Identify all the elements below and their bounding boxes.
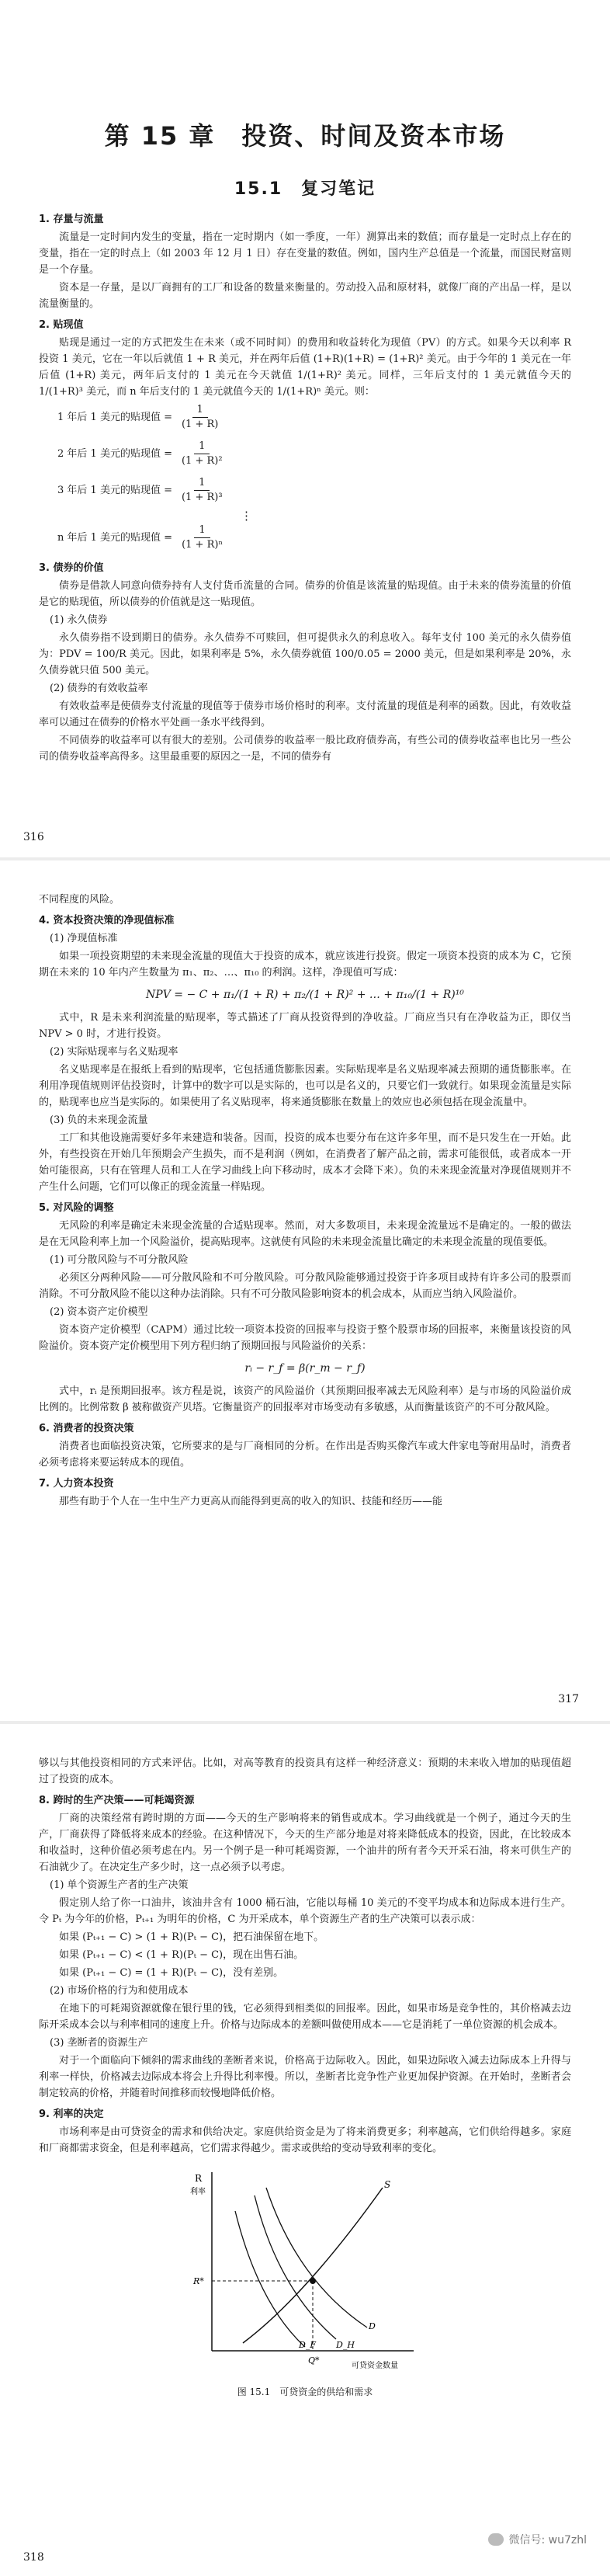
heading-consumer-investment: 6. 消费者的投资决策	[39, 1423, 134, 1434]
page2-body	[39, 892, 571, 1511]
section-title: 15.1 复习笔记	[234, 179, 376, 199]
y-axis-label: R	[195, 2173, 203, 2184]
subheading: (3) 负的未来现金流量	[50, 1114, 148, 1126]
watermark	[488, 2532, 587, 2547]
paragraph: 流量是一定时间内发生的变量，指在一定时期内（如一季度，一年）测算出来的数值；而存量是一定时点上存在的变量，指在一定的时点上（如 2003 年 12 月 1 日）存在变量的数值。例如，国内生产总值是一个流量，而国民财富则是一个存量。	[39, 231, 571, 276]
demand-label: D	[369, 2321, 376, 2331]
decision-rule: 如果 (Pₜ₊₁ − C) = (1 + R)(Pₜ − C)，没有差别。	[59, 1967, 284, 1979]
chapter-title: 第 15 章 投资、时间及资本市场	[104, 121, 506, 151]
page-number: 317	[558, 1693, 579, 1705]
subheading: (1) 永久债券	[50, 614, 108, 626]
paragraph: 不同程度的风险。	[39, 894, 120, 906]
paragraph: 假定别人给了你一口油井，该油井含有 1000 桶石油，它能以每桶 10 美元的不变平均成本和边际成本进行生产。令 Pₜ 为今年的价格，Pₜ₊₁ 为明年的价格，C 为开采成本，单个资源生产者的生产决策可以表示成：	[39, 1897, 571, 1925]
page-318	[0, 1724, 610, 2576]
paragraph: 在地下的可耗竭资源就像在银行里的钱，它必须得到相类似的回报率。因此，如果市场是竞争性的，其价格减去边际开采成本会以与利率相同的速度上升。价格与边际成本的差额叫做使用成本——它是消耗了一单位资源的机会成本。	[39, 2003, 571, 2031]
equation-nyr: n 年后 1 美元的贴现值 = $\frac{1}{\text{(1 + R)ⁿ}}$	[57, 524, 224, 551]
figure-caption: 图 15.1 可贷资金的供给和需求	[237, 2387, 373, 2397]
loanable-funds-figure	[189, 2164, 421, 2397]
paragraph: 资本资产定价模型（CAPM）通过比较一项资本投资的回报率与投资于整个股票市场的回报率，来衡量该投资的风险溢价。资本资产定价模型用下列方程归纳了预期回报与风险溢价的关系：	[39, 1324, 571, 1352]
paragraph: 够以与其他投资相同的方式来评估。比如，对高等教育的投资具有这样一种经济意义：预期的未来收入增加的贴现值超过了投资的成本。	[39, 1757, 571, 1785]
heading-bond-value: 3. 债券的价值	[39, 562, 104, 574]
npv-equation: NPV = − C + π₁/(1 + R) + π₂/(1 + R)² + … + π₁₀/(1 + R)¹⁰	[146, 989, 464, 1001]
heading-intertemporal-production: 8. 跨时的生产决策——可耗竭资源	[39, 1795, 195, 1806]
demand-curve	[266, 2188, 367, 2327]
page-317	[0, 860, 610, 1724]
demand-firm-label: D_F	[299, 2340, 316, 2350]
paragraph: 对于一个面临向下倾斜的需求曲线的垄断者来说，价格高于边际收入。因此，如果边际收入减去边际成本上升得与利率一样快，价格减去边际成本将会上升得比利率慢。所以，垄断者比竞争性产业更加保护资源。在开始时，垄断者会制定较高的价格，并随着时间推移而较慢地降低价格。	[39, 2055, 571, 2099]
watermark-text: 微信号: wu7zhl	[508, 2534, 587, 2546]
subheading: (2) 市场价格的行为和使用成本	[50, 1985, 189, 1997]
subheading: (1) 净现值标准	[50, 933, 118, 944]
subheading: (2) 债券的有效收益率	[50, 683, 148, 694]
heading-risk: 5. 对风险的调整	[39, 1202, 114, 1214]
page1-body	[39, 207, 571, 767]
subheading: (2) 资本资产定价模型	[50, 1306, 148, 1318]
page-number: 316	[23, 831, 44, 843]
page3-body	[39, 1755, 571, 2397]
subheading: (3) 垄断者的资源生产	[50, 2037, 148, 2049]
paragraph: 永久债券指不设到期日的债券。永久债券不可赎回，但可提供永久的利息收入。每年支付 100 美元的永久债券值为：PDV = 100/R 美元。因此，如果利率是 5%，永久债券就值 100/0.05 = 2000 美元，但是如果利率是 20%，永久债券就只值 500 美元。	[39, 632, 571, 676]
paragraph: 那些有助于个人在一生中生产力更高从而能得到更高的收入的知识、技能和经历——能	[59, 1496, 443, 1507]
x-axis-label: 可贷资金数量	[352, 2362, 398, 2370]
supply-demand-diagram	[189, 2164, 421, 2374]
capm-equation: rᵢ − r_f = β(r_m − r_f)	[244, 1362, 366, 1375]
demand-household-label: D_H	[336, 2340, 355, 2350]
paragraph: 无风险的利率是确定未来现金流量的合适贴现率。然而，对大多数项目，未来现金流量远不是确定的。一般的做法是在无风险利率上加一个风险溢价，提高贴现率。这就使有风险的未来现金流量比确定的未来现金流量的现值要低。	[39, 1220, 571, 1248]
paragraph: 工厂和其他设施需要好多年来建造和装备。因而，投资的成本也要分布在这许多年里，而不是只发生在一开始。此外，有些投资在开始几年预期会产生损失，而不是利润（例如，在消费者了解产品之前，需求可能很低，或者成本一开始可能很高，只有在管理人员和工人在学习曲线上向下移动时，成本才会降下来）。负的未来现金流量对净现值规则并不产生什么问题，它们可以像正的现金流量一样贴现。	[39, 1132, 571, 1193]
q-star-label: Q*	[308, 2355, 320, 2366]
subheading: (2) 实际贴现率与名义贴现率	[50, 1046, 178, 1058]
paragraph: 有效收益率是使债券支付流量的现值等于债券市场价格时的利率。支付流量的现值是利率的函数。因此，有效收益率可以通过在债券的价格水平处画一条水平线得到。	[39, 700, 571, 728]
decision-rule: 如果 (Pₜ₊₁ − C) < (1 + R)(Pₜ − C)，现在出售石油。	[59, 1949, 304, 1961]
heading-discount-value: 2. 贴现值	[39, 319, 84, 331]
subheading: (1) 可分散风险与不可分散风险	[50, 1254, 189, 1266]
heading-stock-flow: 1. 存量与流量	[39, 214, 104, 225]
paragraph: 不同债券的收益率可以有很大的差别。公司债券的收益率一般比政府债券高，有些公司的债券收益率也比另一些公司的债券收益率高得多。这里最重要的原因之一是，不同的债券有	[39, 735, 571, 763]
heading-npv: 4. 资本投资决策的净现值标准	[39, 915, 175, 926]
equation-3yr: 3 年后 1 美元的贴现值 = $\frac{1}{\text{(1 + R)³}}$	[57, 477, 223, 503]
page-number: 318	[23, 2551, 44, 2564]
paragraph: 市场利率是由可贷资金的需求和供给决定。家庭供给资金是为了将来消费更多；利率越高，它们供给得越多。家庭和厂商都需求资金，但是利率越高，它们需求得越少。需求或供给的变动导致利率的变化。	[39, 2126, 571, 2154]
paragraph: 厂商的决策经常有跨时期的方面——今天的生产影响将来的销售或成本。学习曲线就是一个例子，通过今天的生产，厂商获得了降低将来成本的经验。在这种情况下，今天的生产部分地是对将来降低成本的投资，因此，在比较成本和收益时，这种价值必须考虑在内。另一个例子是一种可耗竭资源，一个油井的所有者今天开采石油，将来可供生产的石油就少了。在决定生产多少时，这一点必须予以考虑。	[39, 1813, 571, 1873]
supply-label: S	[384, 2179, 391, 2190]
demand-firm-curve	[235, 2211, 305, 2347]
paragraph: 债券是借款人同意向债券持有人支付货币流量的合同。债券的价值是该流量的贴现值。由于未来的债券流量的价值是它的贴现值，所以债券的价值就是这一贴现值。	[39, 580, 571, 608]
y-axis-label-cn: 利率	[190, 2188, 206, 2196]
paragraph: 式中，R 是未来利润流量的贴现率，等式描述了厂商从投资得到的净收益。厂商应当只有在净收益为正，即仅当 NPV > 0 时，才进行投资。	[39, 1012, 571, 1040]
heading-human-capital: 7. 人力资本投资	[39, 1478, 114, 1490]
paragraph: 式中，rᵢ 是预期回报率。该方程是说，该资产的风险溢价（其预期回报率减去无风险利率）是与市场的风险溢价成比例的。比例常数 β 被称做资产贝塔。它衡量资产的回报率对市场变动有多敏感，从而衡量该资产的不可分散风险。	[39, 1385, 571, 1413]
equation-ellipsis: ⋮	[241, 509, 252, 523]
subheading: (1) 单个资源生产者的生产决策	[50, 1879, 189, 1891]
decision-rule: 如果 (Pₜ₊₁ − C) > (1 + R)(Pₜ − C)，把石油保留在地下。	[59, 1931, 324, 1943]
paragraph: 贴现是通过一定的方式把发生在未来（或不同时间）的费用和收益转化为现值（PV）的方式。如果今天以利率 R 投资 1 美元，它在一年以后就值 1 + R 美元，并在两年后值 (1+R)(1+R) = (1+R)² 美元。由于今年的 1 美元在一年后值 (1+R) 美元，两年后支付的 1 美元在今天就值 1/(1+R)² 美元。同样，三年后支付的 1 美元就值今天的 1/(1+R)³ 美元，而 n 年后支付的 1 美元就值今天的 1/(1+R)ⁿ 美元。则：	[39, 337, 571, 398]
equation-1yr: 1 年后 1 美元的贴现值 = $\frac{1}{(1 + R)}$	[57, 404, 219, 430]
r-star-label: R*	[193, 2276, 204, 2286]
equation-2yr: 2 年后 1 美元的贴现值 = $\frac{1}{\text{(1 + R)²}}$	[57, 440, 223, 467]
paragraph: 必须区分两种风险——可分散风险和不可分散风险。可分散风险能够通过投资于许多项目或持有许多公司的股票而消除。不可分散风险不能以这种办法消除。只有不可分散风险影响资本的机会成本，从而应当纳入风险溢价。	[39, 1272, 571, 1300]
heading-interest-rate: 9. 利率的决定	[39, 2108, 104, 2120]
demand-household-curve	[255, 2195, 336, 2339]
page-316	[0, 0, 610, 860]
wechat-icon	[488, 2533, 504, 2546]
paragraph: 消费者也面临投资决策，它所要求的是与厂商相同的分析。在作出是否购买像汽车或大件家电等耐用品时，消费者必须考虑将来要运转成本的现值。	[39, 1441, 571, 1469]
paragraph: 名义贴现率是在报纸上看到的贴现率，它包括通货膨胀因素。实际贴现率是名义贴现率减去预期的通货膨胀率。在利用净现值规则评估投资时，计算中的数字可以是实际的，也可以是名义的，只要它们一致就行。如果现金流量是实际的，贴现率也应当是实际的。如果使用了名义贴现率，将来通货膨胀在数量上的效应也必须包括在现金流量中。	[39, 1064, 571, 1108]
paragraph: 如果一项投资期望的未来现金流量的现值大于投资的成本，就应该进行投资。假定一项资本投资的成本为 C，它预期在未来的 10 年内产生数量为 π₁、π₂、…、π₁₀ 的利润。这样，净现值可写成：	[39, 951, 571, 979]
paragraph: 资本是一存量，是以厂商拥有的工厂和设备的数量来衡量的。劳动投入品和原材料，就像厂商的产出品一样，是以流量衡量的。	[39, 282, 571, 310]
